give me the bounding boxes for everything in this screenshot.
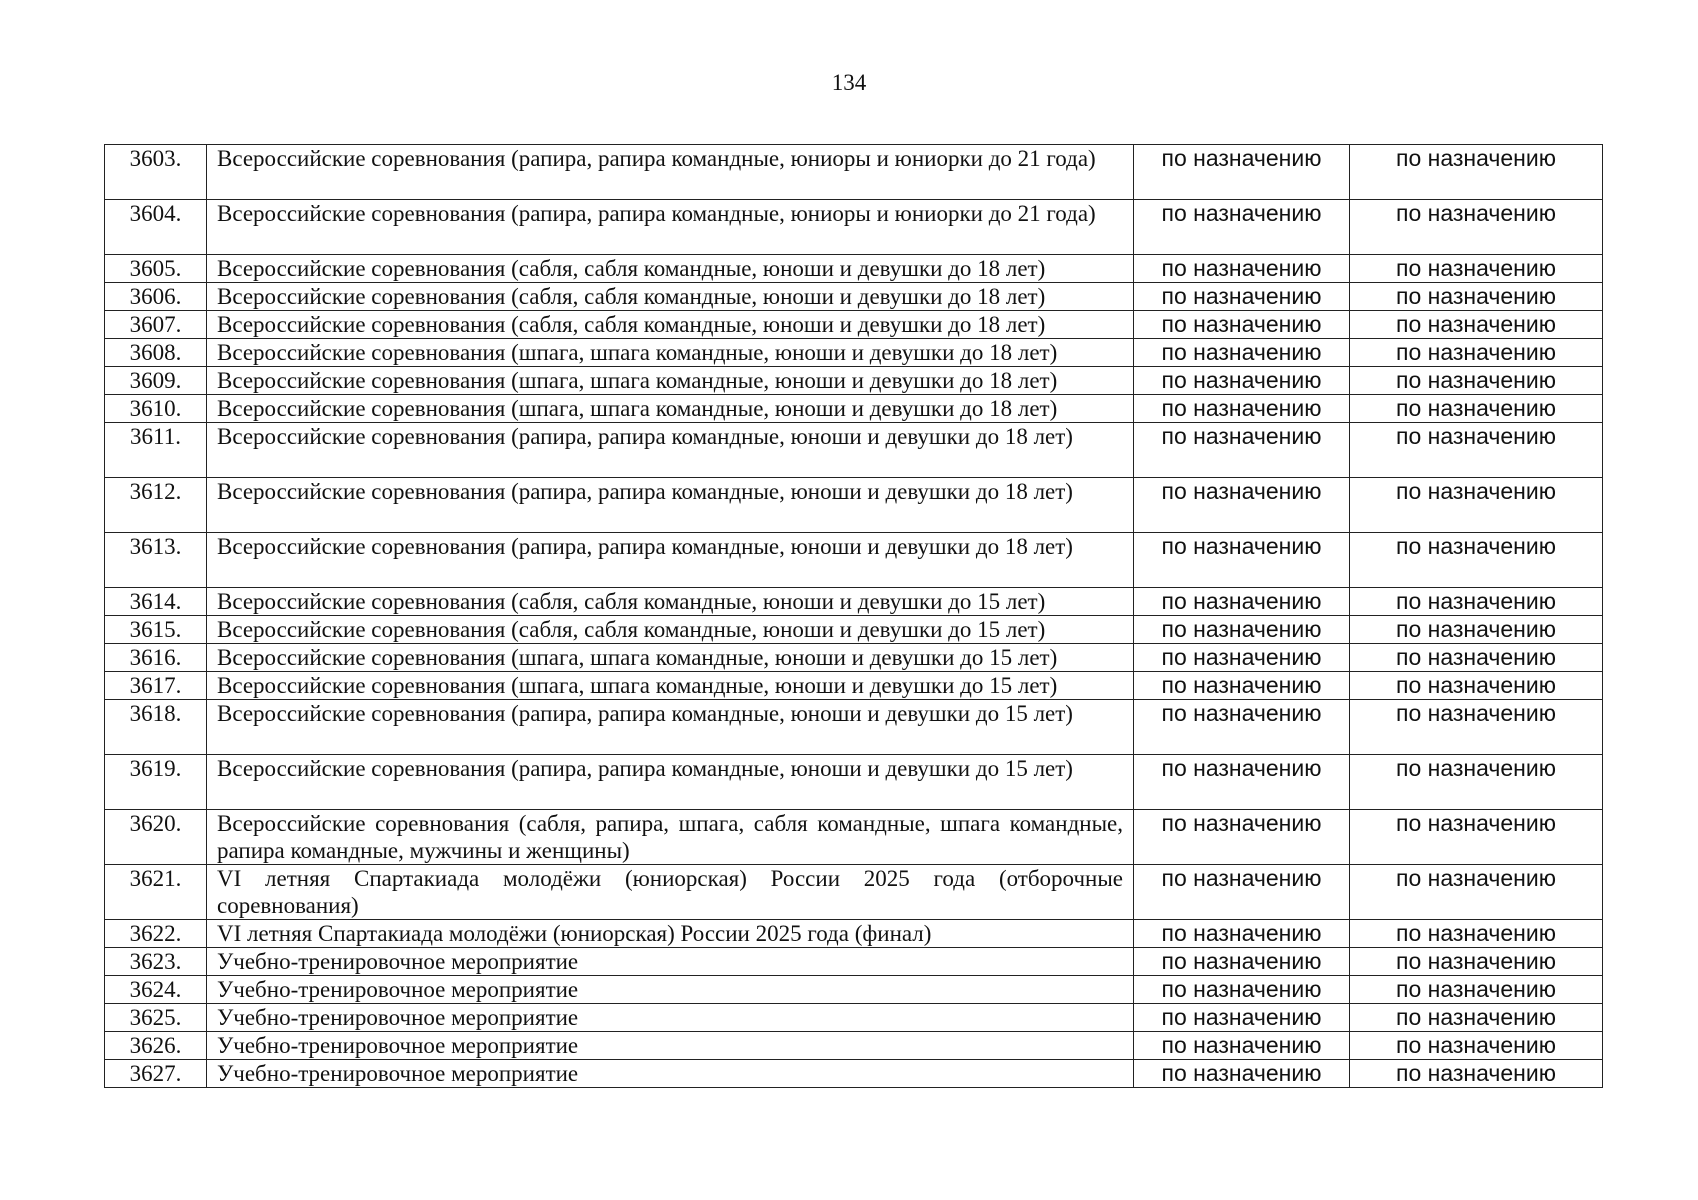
table-row (105, 920, 1603, 948)
event-name: Всероссийские соревнования (шпага, шпага командные, юноши и девушки до 18 лет) (207, 367, 1134, 395)
row-number: 3607. (105, 311, 207, 339)
event-name: VI летняя Спартакиада молодёжи (юниорская) России 2025 года (финал) (207, 920, 1134, 948)
row-number: 3617. (105, 672, 207, 700)
event-place: по назначению (1350, 255, 1603, 283)
event-name: Учебно-тренировочное мероприятие (207, 1060, 1134, 1088)
table-row (105, 533, 1603, 588)
event-dates: по назначению (1134, 755, 1350, 810)
event-place: по назначению (1350, 1060, 1603, 1088)
event-dates: по назначению (1134, 976, 1350, 1004)
event-dates: по назначению (1134, 339, 1350, 367)
row-number: 3611. (105, 423, 207, 478)
row-number: 3615. (105, 616, 207, 644)
event-place: по назначению (1350, 145, 1603, 200)
table-row (105, 1060, 1603, 1088)
table-row (105, 755, 1603, 810)
events-table-body (105, 145, 1603, 1088)
event-name: Всероссийские соревнования (рапира, рапира командные, юноши и девушки до 18 лет) (207, 533, 1134, 588)
event-place: по назначению (1350, 755, 1603, 810)
event-place: по назначению (1350, 533, 1603, 588)
page-number: 134 (831, 70, 867, 95)
event-dates: по назначению (1134, 283, 1350, 311)
event-dates: по назначению (1134, 616, 1350, 644)
table-row (105, 588, 1603, 616)
row-number: 3610. (105, 395, 207, 423)
row-number: 3603. (105, 145, 207, 200)
row-number: 3604. (105, 200, 207, 255)
table-row (105, 672, 1603, 700)
event-place: по назначению (1350, 1032, 1603, 1060)
event-place: по назначению (1350, 478, 1603, 533)
event-place: по назначению (1350, 1004, 1603, 1032)
event-dates: по назначению (1134, 920, 1350, 948)
event-name: Учебно-тренировочное мероприятие (207, 1004, 1134, 1032)
row-number: 3606. (105, 283, 207, 311)
event-name: Всероссийские соревнования (сабля, сабля командные, юноши и девушки до 18 лет) (207, 255, 1134, 283)
event-name: Всероссийские соревнования (рапира, рапира командные, юниоры и юниорки до 21 года) (207, 145, 1134, 200)
table-row (105, 311, 1603, 339)
events-table (104, 144, 1603, 1088)
row-number: 3626. (105, 1032, 207, 1060)
row-number: 3625. (105, 1004, 207, 1032)
event-dates: по назначению (1134, 1032, 1350, 1060)
row-number: 3621. (105, 865, 207, 920)
event-place: по назначению (1350, 644, 1603, 672)
event-name: Всероссийские соревнования (шпага, шпага командные, юноши и девушки до 18 лет) (207, 395, 1134, 423)
event-dates: по назначению (1134, 1060, 1350, 1088)
event-dates: по назначению (1134, 810, 1350, 865)
event-place: по назначению (1350, 865, 1603, 920)
row-number: 3608. (105, 339, 207, 367)
event-dates: по назначению (1134, 865, 1350, 920)
table-row (105, 395, 1603, 423)
event-name: Всероссийские соревнования (рапира, рапира командные, юноши и девушки до 18 лет) (207, 478, 1134, 533)
table-row (105, 1032, 1603, 1060)
event-place: по назначению (1350, 395, 1603, 423)
event-place: по назначению (1350, 423, 1603, 478)
event-name: Всероссийские соревнования (рапира, рапира командные, юниоры и юниорки до 21 года) (207, 200, 1134, 255)
event-place: по назначению (1350, 588, 1603, 616)
table-row (105, 283, 1603, 311)
table-row (105, 948, 1603, 976)
event-dates: по назначению (1134, 200, 1350, 255)
row-number: 3622. (105, 920, 207, 948)
event-name: Всероссийские соревнования (сабля, рапира, шпага, сабля командные, шпага командные, рапира командные, мужчины и женщины) (207, 810, 1134, 865)
row-number: 3616. (105, 644, 207, 672)
event-dates: по назначению (1134, 644, 1350, 672)
row-number: 3614. (105, 588, 207, 616)
event-dates: по назначению (1134, 311, 1350, 339)
event-dates: по назначению (1134, 1004, 1350, 1032)
event-dates: по назначению (1134, 948, 1350, 976)
event-name: Всероссийские соревнования (сабля, сабля командные, юноши и девушки до 15 лет) (207, 588, 1134, 616)
event-dates: по назначению (1134, 700, 1350, 755)
event-name: Всероссийские соревнования (рапира, рапира командные, юноши и девушки до 15 лет) (207, 700, 1134, 755)
table-row (105, 644, 1603, 672)
event-place: по назначению (1350, 700, 1603, 755)
event-name: Учебно-тренировочное мероприятие (207, 1032, 1134, 1060)
event-name: Всероссийские соревнования (рапира, рапира командные, юноши и девушки до 15 лет) (207, 755, 1134, 810)
table-row (105, 255, 1603, 283)
table-row (105, 145, 1603, 200)
event-dates: по назначению (1134, 478, 1350, 533)
event-place: по назначению (1350, 200, 1603, 255)
event-place: по назначению (1350, 948, 1603, 976)
row-number: 3613. (105, 533, 207, 588)
event-name: Учебно-тренировочное мероприятие (207, 948, 1134, 976)
event-place: по назначению (1350, 616, 1603, 644)
event-name: Всероссийские соревнования (сабля, сабля командные, юноши и девушки до 18 лет) (207, 283, 1134, 311)
row-number: 3623. (105, 948, 207, 976)
table-row (105, 478, 1603, 533)
row-number: 3605. (105, 255, 207, 283)
event-dates: по назначению (1134, 395, 1350, 423)
row-number: 3612. (105, 478, 207, 533)
table-row (105, 339, 1603, 367)
event-name: Учебно-тренировочное мероприятие (207, 976, 1134, 1004)
row-number: 3619. (105, 755, 207, 810)
event-place: по назначению (1350, 810, 1603, 865)
event-dates: по назначению (1134, 672, 1350, 700)
event-name: Всероссийские соревнования (шпага, шпага командные, юноши и девушки до 18 лет) (207, 339, 1134, 367)
row-number: 3627. (105, 1060, 207, 1088)
event-dates: по назначению (1134, 367, 1350, 395)
event-place: по назначению (1350, 339, 1603, 367)
event-place: по назначению (1350, 283, 1603, 311)
table-row (105, 700, 1603, 755)
event-place: по назначению (1350, 976, 1603, 1004)
event-dates: по назначению (1134, 588, 1350, 616)
event-place: по назначению (1350, 672, 1603, 700)
row-number: 3624. (105, 976, 207, 1004)
table-row (105, 1004, 1603, 1032)
table-row (105, 200, 1603, 255)
table-row (105, 810, 1603, 865)
table-row (105, 616, 1603, 644)
event-dates: по назначению (1134, 423, 1350, 478)
table-row (105, 976, 1603, 1004)
event-place: по назначению (1350, 920, 1603, 948)
row-number: 3618. (105, 700, 207, 755)
event-name: Всероссийские соревнования (сабля, сабля командные, юноши и девушки до 18 лет) (207, 311, 1134, 339)
table-row (105, 865, 1603, 920)
event-name: Всероссийские соревнования (шпага, шпага командные, юноши и девушки до 15 лет) (207, 644, 1134, 672)
event-dates: по назначению (1134, 145, 1350, 200)
event-name: Всероссийские соревнования (рапира, рапира командные, юноши и девушки до 18 лет) (207, 423, 1134, 478)
event-dates: по назначению (1134, 533, 1350, 588)
event-name: VI летняя Спартакиада молодёжи (юниорская) России 2025 года (отборочные соревнования) (207, 865, 1134, 920)
event-name: Всероссийские соревнования (шпага, шпага командные, юноши и девушки до 15 лет) (207, 672, 1134, 700)
event-place: по назначению (1350, 311, 1603, 339)
event-name: Всероссийские соревнования (сабля, сабля командные, юноши и девушки до 15 лет) (207, 616, 1134, 644)
row-number: 3609. (105, 367, 207, 395)
table-row (105, 423, 1603, 478)
event-dates: по назначению (1134, 255, 1350, 283)
event-place: по назначению (1350, 367, 1603, 395)
row-number: 3620. (105, 810, 207, 865)
table-row (105, 367, 1603, 395)
